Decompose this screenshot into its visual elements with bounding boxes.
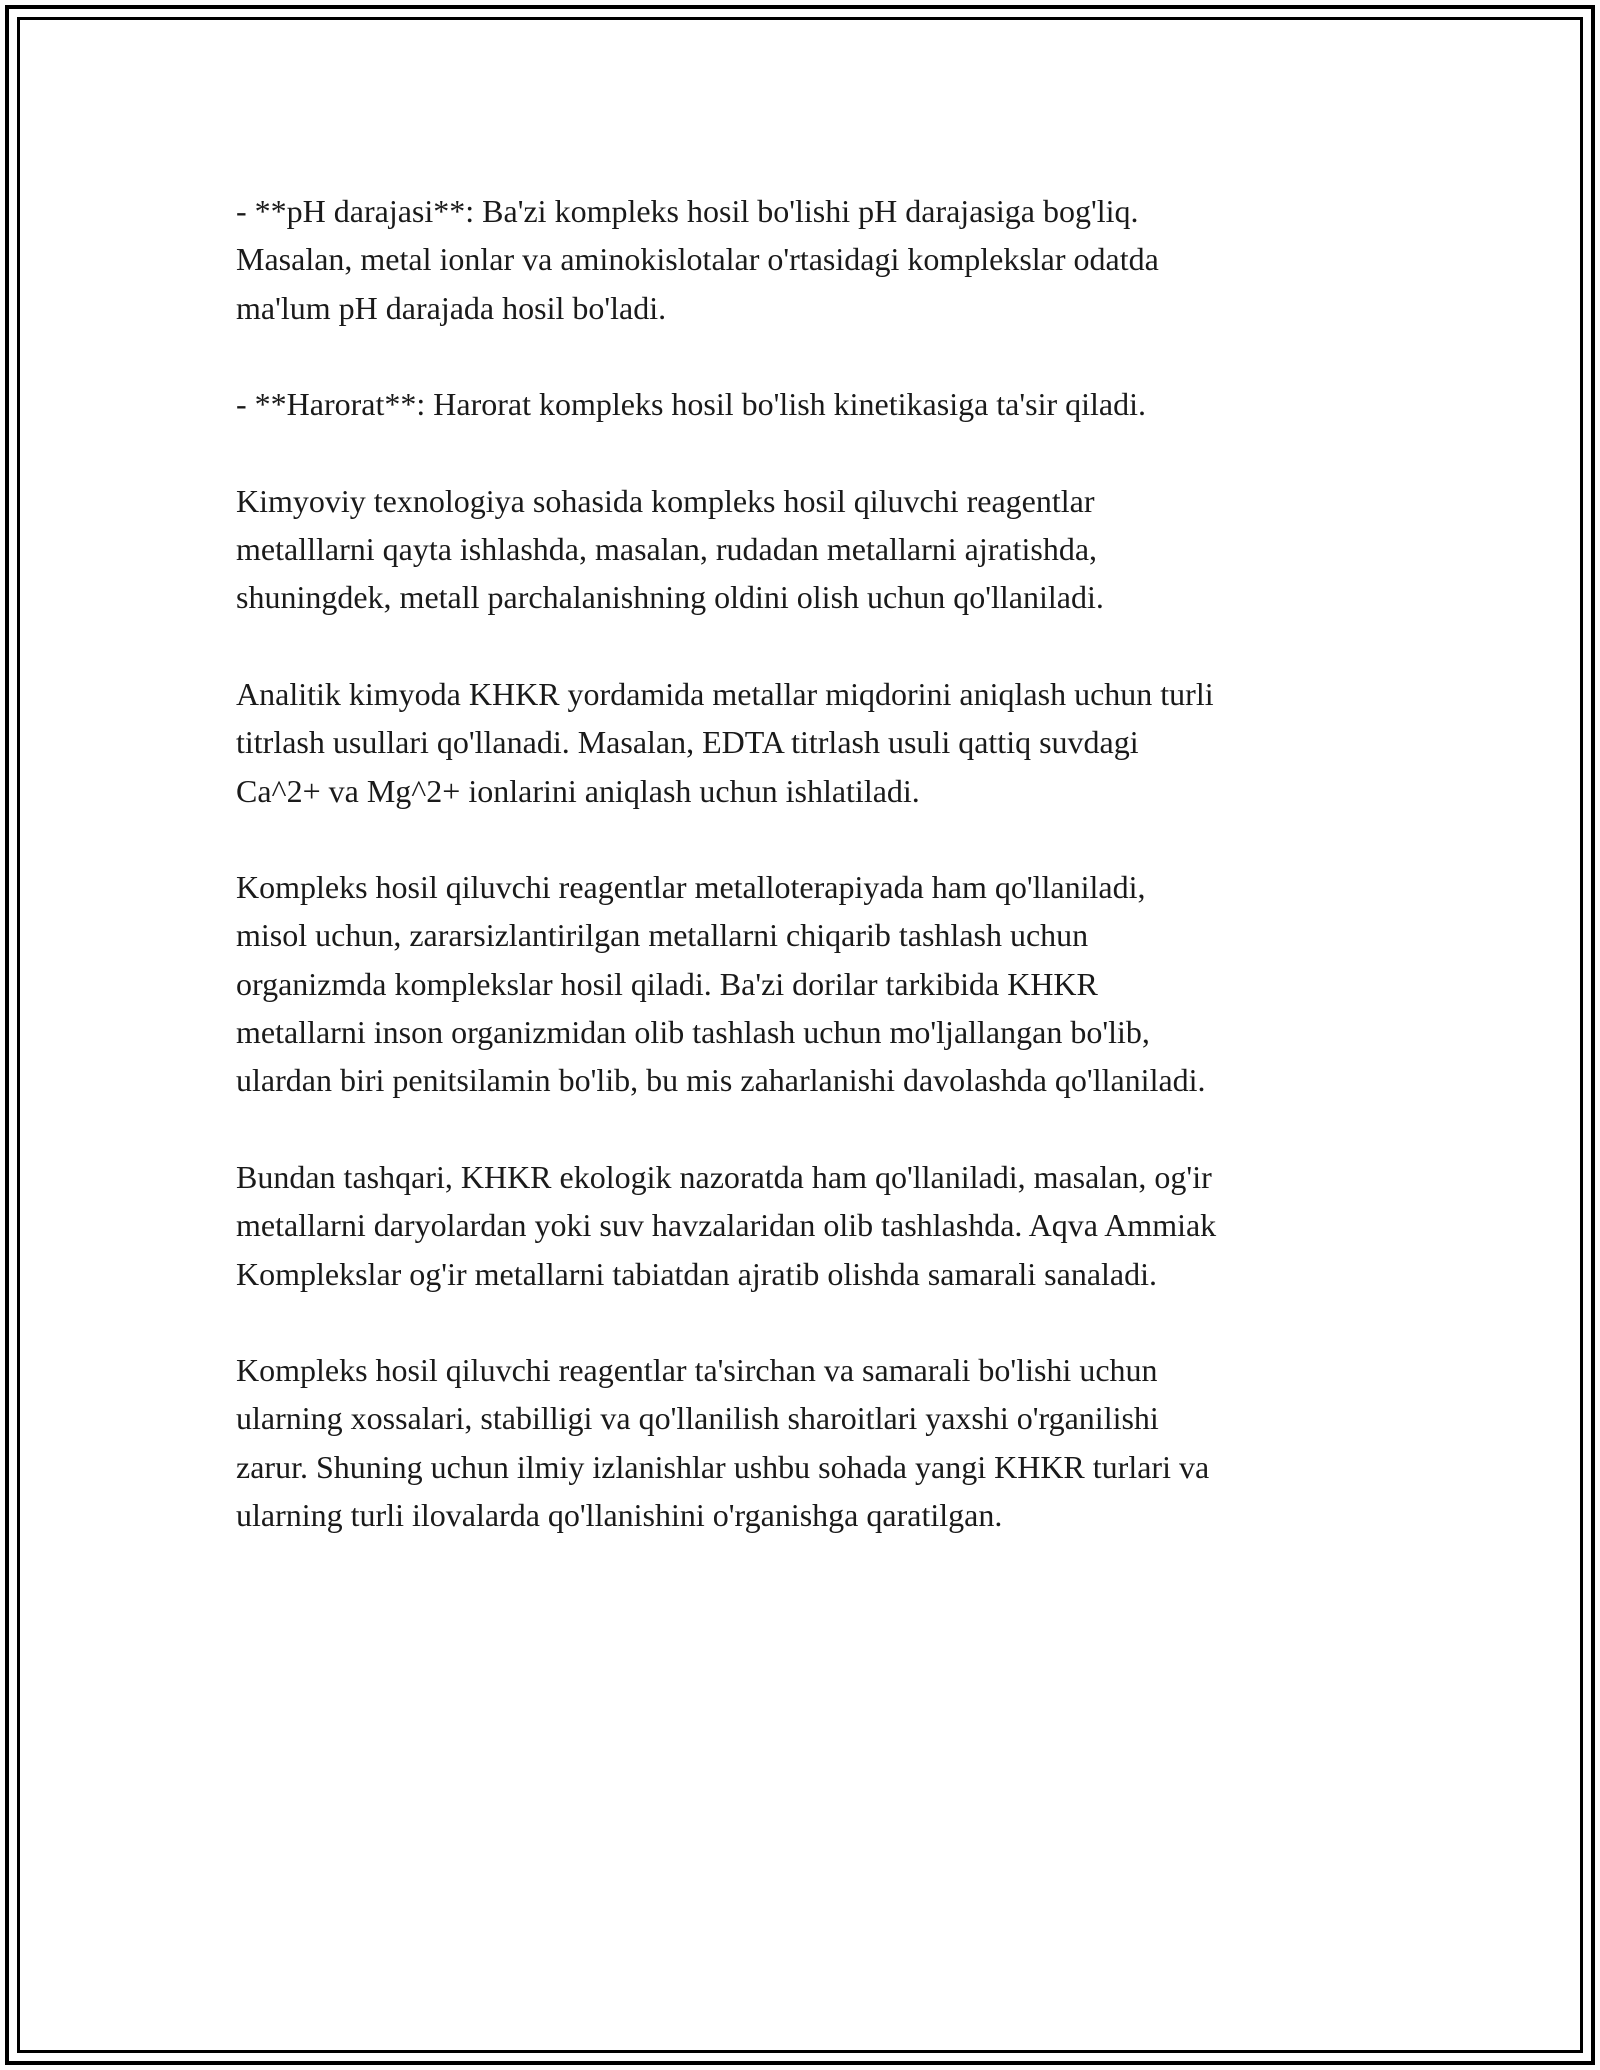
paragraph-temperature: - **Harorat**: Harorat kompleks hosil bo'lish kinetikasiga ta'sir qiladi. — [236, 386, 1147, 423]
document-body — [236, 187, 1386, 1588]
paragraph-ecology: Bundan tashqari, KHKR ekologik nazoratda ham qo'llaniladi, masalan, og'ir metallarni daryolardan yoki suv havzalaridan olib tashlashda. Aqva Ammiak Komplekslar og'ir metallarni tabiatdan ajratib olishda samarali sanaladi. — [236, 1158, 1217, 1292]
paragraph-conclusion: Kompleks hosil qiluvchi reagentlar ta'sirchan va samarali bo'lishi uchun ularning xossalari, stabilligi va qo'llanilish sharoitlari yaxshi o'rganilishi zarur. Shuning uchun ilmiy izlanishlar ushbu sohada yangi KHKR turlari va ularning turli ilovalarda qo'llanishini o'rganishga qaratilgan. — [236, 1352, 1210, 1534]
paragraph-ph-level: - **pH darajasi**: Ba'zi kompleks hosil bo'lishi pH darajasiga bog'liq. Masalan, metal ionlar va aminokislotalar o'rtasidagi komplekslar odatda ma'lum pH darajada hosil bo'ladi. — [236, 193, 1159, 326]
paragraph-chemical-technology: Kimyoviy texnologiya sohasida kompleks hosil qiluvchi reagentlar metalllarni qayta ishlashda, masalan, rudadan metallarni ajratishda, shuningdek, metall parchalanishning oldini olish uchun qo'llaniladi. — [236, 482, 1104, 616]
paragraph-analytical-chemistry: Analitik kimyoda KHKR yordamida metallar miqdorini aniqlash uchun turli titrlash usullari qo'llanadi. Masalan, EDTA titrlash usuli qattiq suvdagi Ca^2+ va Mg^2+ ionlarini aniqlash uchun ishlatiladi. — [236, 675, 1214, 809]
paragraph-metallotherapy: Kompleks hosil qiluvchi reagentlar metalloterapiyada ham qo'llaniladi, misol uchun, zararsizlantirilgan metallarni chiqarib tashlash uchun organizmda komplekslar hosil qiladi. Ba'zi dorilar tarkibida KHKR metallarni inson organizmidan olib tashlash uchun mo'ljallangan bo'lib, ulardan biri penitsilamin bo'lib, bu mis zaharlanishi davolashda qo'llaniladi. — [236, 869, 1206, 1099]
